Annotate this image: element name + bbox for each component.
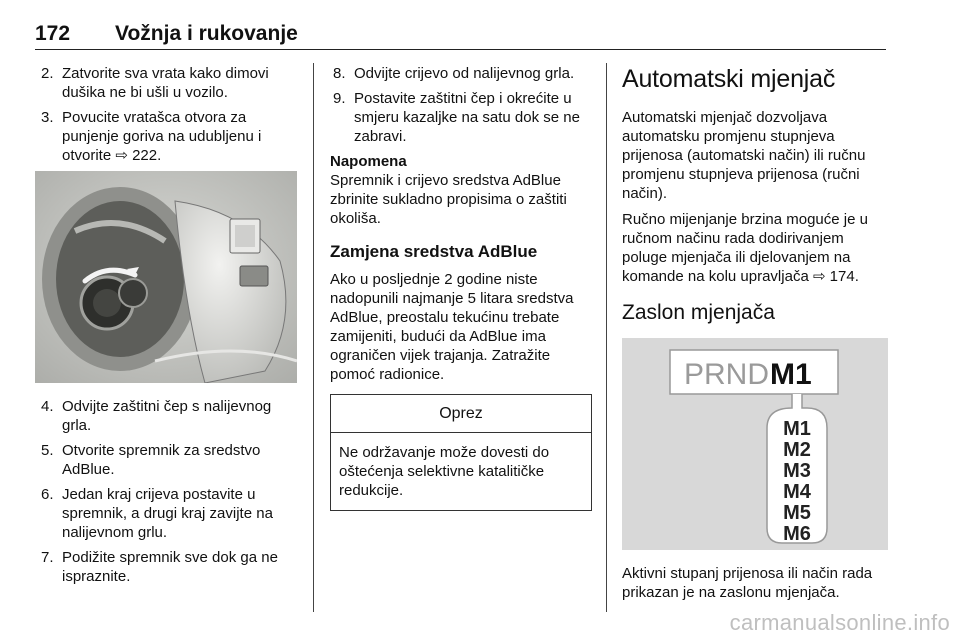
gear-label: M1 <box>783 418 811 440</box>
list-item: 3. Povucite vratašca otvora za punjenje goriva na udubljenu i otvorite ⇨ 222. <box>41 109 262 164</box>
subheading-adblue-replacement: Zamjena sredstva AdBlue <box>330 242 538 261</box>
note-heading: Napomena <box>330 153 407 170</box>
list-item: 2. Zatvorite sva vrata kako dimovi dušika ne bi ušli u vozilo. <box>41 65 269 101</box>
list-item: 4. Odvijte zaštitni čep s nalijevnog grla. <box>41 398 272 434</box>
note-text: Spremnik i crijevo sredstva AdBlue zbrinite sukladno propisima o zaštiti okoliša. <box>330 172 567 227</box>
adblue-paragraph: Ako u posljednje 2 godine niste nadopunili najmanje 5 litara sredstva AdBlue, preostalu tekućinu trebate zamijeniti, budući da AdBlue ima ograničen vijek trajanja. Zatražite pomoć radionice. <box>330 271 574 383</box>
active-gear-text: M1 <box>770 358 812 391</box>
list-item: 5. Otvorite spremnik za sredstvo AdBlue. <box>41 442 261 478</box>
gear-label: M6 <box>783 523 811 545</box>
list-item: 8. Odvijte crijevo od nalijevnog grla. <box>333 65 575 82</box>
list-item: 7. Podižite spremnik sve dok ga ne ispraznite. <box>41 549 278 585</box>
page-number: 172 <box>35 22 71 45</box>
prnd-text: PRND <box>684 358 770 391</box>
gear-label: M5 <box>783 502 811 524</box>
column-2 <box>330 64 592 511</box>
section-title: Vožnja i rukovanje <box>115 22 298 45</box>
column-3 <box>622 64 888 609</box>
steps-list-a <box>35 64 297 165</box>
steps-list-b <box>35 397 297 586</box>
caution-title: Oprez <box>331 395 591 433</box>
section-heading-automatic-transmission: Automatski mjenjač <box>622 65 836 93</box>
fuel-filler-photo <box>35 171 297 383</box>
page-header <box>35 20 886 50</box>
gear-label: M2 <box>783 439 811 461</box>
paragraph-2: Ručno mijenjanje brzina moguće je u ručnom načinu rada dodirivanjem poluge mjenjača ili djelovanjem na komande na kolu upravljača ⇨ 174. <box>622 211 868 285</box>
column-divider <box>313 63 314 612</box>
paragraph-1: Automatski mjenjač dozvoljava automatsku promjenu stupnjeva prijenosa (automatski način) ili ručnu promjenu stupnjeva prijenosa (ručni način). <box>622 109 866 202</box>
column-divider <box>606 63 607 612</box>
watermark: carmanualsonline.info <box>729 610 950 635</box>
caution-text: Ne održavanje može dovesti do oštećenja selektivne katalitičke redukcije. <box>339 444 550 499</box>
gear-display-illustration <box>622 338 888 550</box>
fuel-filler-illustration <box>35 171 297 383</box>
list-item: 9. Postavite zaštitni čep i okrećite u smjeru kazaljke na satu dok se ne zabravi. <box>333 90 580 145</box>
column-1 <box>35 64 297 592</box>
list-item: 6. Jedan kraj crijeva postavite u spremnik, a drugi kraj zavijte na nalijevnom grlu. <box>41 486 273 541</box>
caution-box <box>330 394 592 511</box>
gear-label: M4 <box>783 481 811 503</box>
subheading-gear-display: Zaslon mjenjača <box>622 301 775 324</box>
gear-display-graphic <box>622 338 888 550</box>
gear-label: M3 <box>783 460 811 482</box>
display-caption: Aktivni stupanj prijenosa ili način rada prikazan je na zaslonu mjenjača. <box>622 565 873 601</box>
